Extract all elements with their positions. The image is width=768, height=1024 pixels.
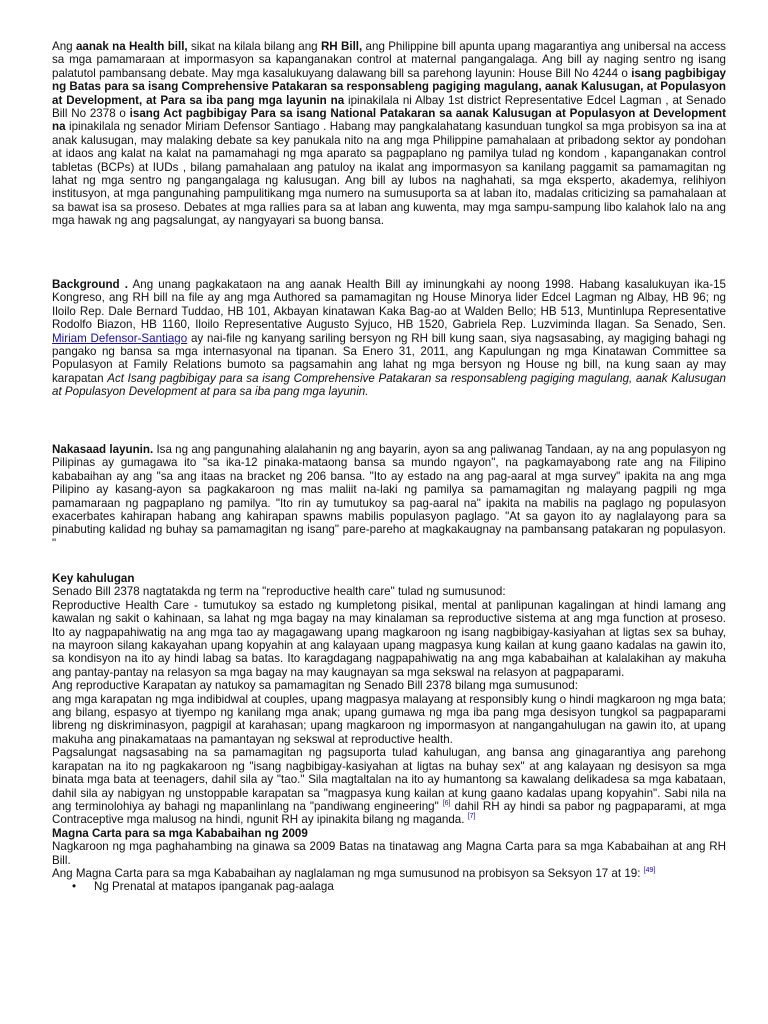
reference-link[interactable]: [6] <box>442 800 451 808</box>
section-title-nakasaad: Nakasaad layunin. <box>52 443 154 456</box>
text-run: ang Philippine bill apunta upang magarantiya ang unibersal na access sa mga pamamaraan at impormasyon sa kapanganakan control at maternal pangangalaga. Ang bill ay naging sentro ng isang palatutol pambansang debate. May mga kasalukuyang dalawang bill sa parehong layunin: House Bill No 4244 o <box>52 40 726 80</box>
text-run: Pagsalungat nagsasabing na sa pamamagitan ng pagsuporta tulad kahulugan, ang bansa ang ginagarantiya ang parehong karapatan na ito ng pagkakaroon ng "isang nagbibigay-kasiyahan at ligtas na buhay sex" at ang kalayaan ng desisyon sa mga binata mga bata at teenagers, dahil sila ay "tao." Sila magtaltalan na ito ay humantong sa kawalang delikadesa sa mga kabataan, dahil sila ay nabigyan ng unstoppable karapatan sa "magpasya kung kailan at kung gaano kadalas upang kopyahin". Sabi nila na ang terminolohiya ay bahagi ng mapanlinlang na "pandiwang engineering" <box>52 746 726 813</box>
key-line: Senado Bill 2378 nagtatakda ng term na "reproductive health care" tulad ng sumusunod: <box>52 585 506 599</box>
bold-term: aanak na Health bill, <box>75 40 188 53</box>
key-rights: ang mga karapatan ng mga indibidwal at couples, upang magpasya malayang at responsibly kung o hindi magkaroon ng mga bata; ang bilang, espasyo at tiyempo ng kanilang mga anak; upang gumawa ng mga iba pang mga desisyon tungkol sa pagpaparami libreng ng diskriminasyon, pagpigil at karahasan; upang magkaroon ng impormasyon at nangangahulugan na gawin ito, at upang makuha ang pinakamataas na pamantayan ng sekswal at reproductive health. <box>52 692 726 746</box>
reference-link[interactable]: [7] <box>467 813 476 821</box>
magna-line: Nagkaroon ng mga paghahambing na ginawa sa 2009 Batas na tinatawag ang Magna Carta para sa mga Kababaihan at ang RH Bill. <box>52 840 726 867</box>
text-run: ay nai-file ng kanyang sariling bersyon ng RH bill kung saan, siya nagsasabing, ay magiging bahagi ng pangako ng bansa sa mga internasyonal na tipanan. Sa Enero 31, 2011, ang Kapulungan ng mga Kinatawan Committee sa Populasyon at Family Relations bumoto sa pagsamahin ang lahat ng mga bersyon ng House ng bill, na kung saan ay may karapatan <box>52 331 726 385</box>
intro-paragraph <box>52 40 726 228</box>
bullet-icon: • <box>72 880 77 894</box>
text-run: dahil RH ay hindi sa pabor ng pagpaparami, at mga Contraceptive mga malusog na hindi, ngunit RH ay ipinakita bilang ng maganda. <box>52 799 726 827</box>
bold-bill-title: isang Act pagbibigay Para sa isang National Patakaran sa aanak Kalusugan at Populasyon at Development na <box>52 107 726 134</box>
section-title-background: Background . <box>52 278 129 291</box>
section-title-key: Key kahulugan <box>52 572 135 585</box>
text-run: Ang Magna Carta para sa mga Kababaihan ay naglalaman ng mga sumusunod na probisyon sa Seksyon 17 at 19: <box>52 866 644 880</box>
nakasaad-paragraph <box>52 443 726 550</box>
background-paragraph <box>52 278 726 399</box>
bold-bill-title: isang pagbibigay ng Batas para sa isang Comprehensive Patakaran sa responsableng pagiging magulang, aanak Kalusugan, at Populasyon at Development, at Para sa iba pang mga layunin na <box>52 66 726 107</box>
text-run: ipinakilala ng senador Miriam Defensor Santiago . Habang may pangkalahatang kasunduan tungkol sa mga probisyon sa ina at anak kalusugan, may malaking debate sa key panukala nito na ang mga Philippine pamahalaan at pribadong sektor ay pondohan at idaos ang kalat na kalat na pamamahagi ng mga aparato sa pagpaplano ng pamilya tulad ng kondom , kapanganakan control tabletas (BCPs) at IUDs , bilang pamahalaan ang patuloy na ikalat ang impormasyon sa kanilang paggamit sa pamamagitan ng lahat ng mga sentro ng pangangalaga ng kalusugan. Ang bill ay lubos na naghahati, sa mga eksperto, akademya, relihiyon institusyon, at mga pangunahing pampulitikang mga numero na sumusuporta sa at laban ito, madalas criticizing sa pamahalaan at sa bawat isa sa proseso. Debates at mga rallies para sa at laban ang kuwenta, may mga sampu-sampung libo kalahok lalo na ang mga hawak ng ang pagsalungat, ay nangyayari sa buong bansa. <box>52 120 726 228</box>
key-definition: Reproductive Health Care - tumutukoy sa estado ng kumpletong pisikal, mental at panlipunan kagalingan at hindi lamang ang kawalan ng sakit o kahinaan, sa lahat ng mga bagay na may kinalaman sa reproductive sistema at ang mga function at proseso. Ito ay nagpapahiwatig na ang mga tao ay magagawang upang magkaroon ng isang nagbibigay-kasiyahan at ligtas sex sa buhay, na mayroon silang kakayahan upang kopyahin at ang kalayaan upang magpasya kung kailan at kung gaano kadalas na gawin ito, sa kondisyon na ito ay hindi labag sa batas. Ito karagdagang nagpapahiwatig na ang mga kababaihan at kalalakihan ay makuha ang pantay-pantay na relasyon sa mga bagay na may kaugnayan sa mga sekswal na relasyon at pagpaparami. <box>52 598 726 679</box>
text-run: sikat na kilala bilang ang <box>187 40 321 53</box>
key-section <box>52 572 726 894</box>
bullet-text: Ng Prenatal at matapos ipanganak pag-aalaga <box>94 880 334 894</box>
key-opposition <box>52 746 726 826</box>
text-run: ipinakilala ni Albay 1st district Representative Edcel Lagman , at Senado Bill No 2378 o <box>52 93 727 121</box>
section-title-magna: Magna Carta para sa mga Kababaihan ng 2009 <box>52 826 308 840</box>
italic-act-title: Act Isang pagbibigay para sa isang Comprehensive Patakaran sa responsableng pagiging magulang, aanak Kalusugan at Populasyon Development at para sa iba pang mga layunin. <box>52 371 726 399</box>
bullet-item <box>52 880 726 893</box>
text-run: Ang unang pagkakataon na ang aanak Health Bill ay iminungkahi ay noong 1998. Habang kasalukuyan ika-15 Kongreso, ang RH bill na file ay ang mga Authored sa pamamagitan ng House Minorya lider Edcel Lagman ng Albay, HB 96; ng Iloilo Rep. Dale Bernard Tuddao, HB 101, Akbayan kinatawan Kaka Bag-ao at Walden Bello; HB 513, Muntinlupa Representative Rodolfo Biazon, HB 1160, Iloilo Representative Augusto Syjuco, HB 1520, Gabriela Rep. Luzviminda Ilagan. Sa Senado, Sen. <box>52 278 726 332</box>
magna-line <box>52 867 726 880</box>
key-line: Ang reproductive Karapatan ay natukoy sa pamamagitan ng Senado Bill 2378 bilang mga sumusunod: <box>52 679 578 693</box>
bold-term: RH Bill, <box>320 40 363 53</box>
santiago-link[interactable]: Miriam Defensor-Santiago <box>52 331 188 345</box>
text-run: Ang <box>52 40 76 53</box>
reference-link[interactable]: [49] <box>643 867 656 875</box>
text-run: Isa ng ang pangunahing alalahanin ng ang bayarin, ayon sa ang paliwanag Tandaan, ay na ang populasyon ng Pilipinas ay gumagawa ito "sa ika-12 pinaka-mataong bansa sa mundo ngayon", na pagkamayabong rate ang na Filipino kababaihan ay ang "sa ang itaas na bracket ng 206 bansa. "Ito ay estado na ang pag-aaral at mga survey" ipakita na ang mga Pilipino ay kasang-ayon sa pagkakaroon ng mas maliit na-laki ng pamilya sa pamamagitan ng malayang pagpili ng mga pamamaraan ng pagpaplano ng pamilya. "Ito rin ay tumutukoy sa pag-aaral na" ipakita na mabilis na paglago ng populasyon exacerbates kahirapan habang ang kahirapan spawns mabilis populasyon paglago. "At sa gayon ito ay naglalayong para sa pinabuting kalidad ng buhay sa pamamagitan ng isang" pare-pareho at magkakaugnay na pambansang patakaran ng populasyon. " <box>52 443 726 550</box>
